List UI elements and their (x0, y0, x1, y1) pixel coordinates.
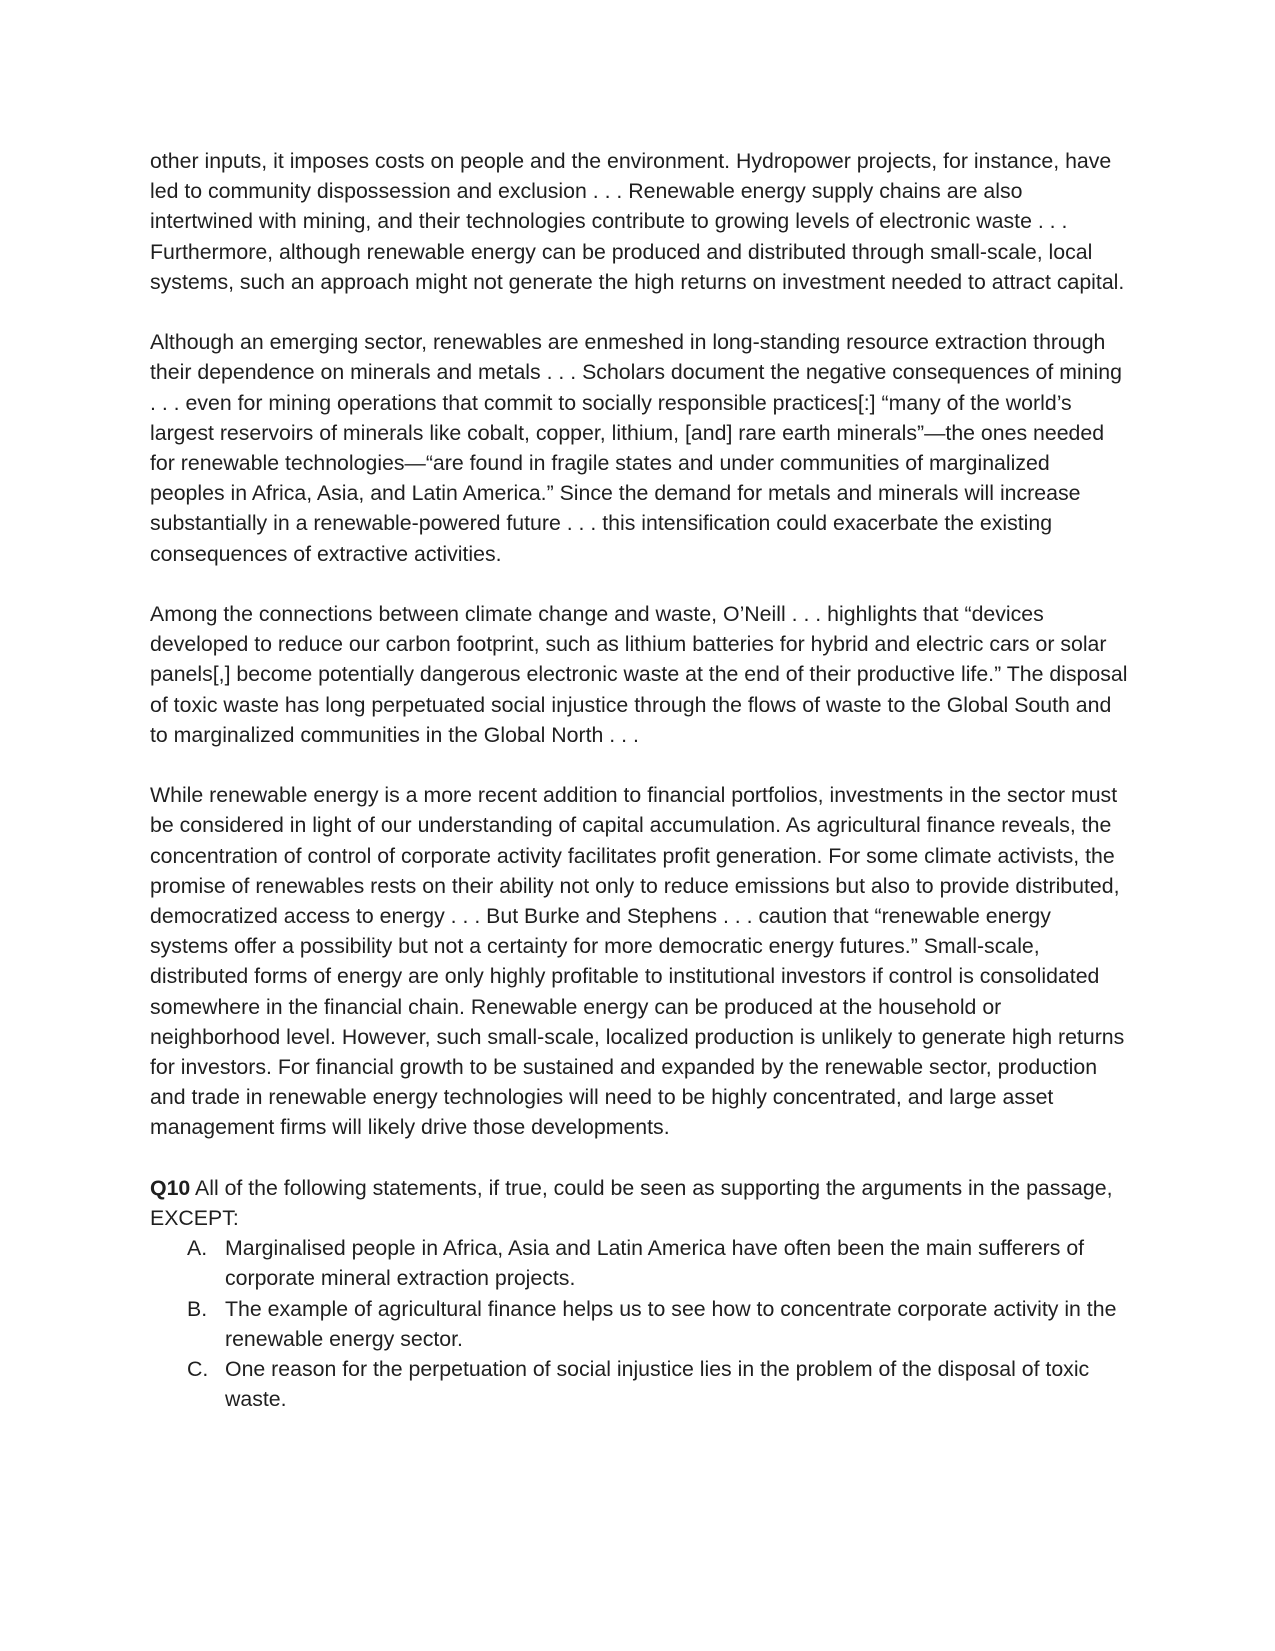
answer-option-b (150, 1294, 1130, 1354)
option-text: One reason for the perpetuation of social injustice lies in the problem of the disposal of toxic waste. (225, 1357, 1090, 1412)
passage-paragraph-2: Although an emerging sector, renewables are enmeshed in long-standing resource extraction through their dependence on minerals and metals . . . Scholars document the negative consequences of mining . . . even for mining operations that commit to socially responsible practices[:] “many of the world’s largest reservoirs of minerals like cobalt, copper, lithium, [and] rare earth minerals”—the ones needed for renewable technologies—“are found in fragile states and under communities of marginalized peoples in Africa, Asia, and Latin America.” Since the demand for metals and minerals will increase substantially in a renewable-powered future . . . this intensification could exacerbate the existing consequences of extractive activities. (150, 330, 1122, 566)
question-stem-line (150, 1173, 1130, 1233)
option-letter: B. (187, 1296, 208, 1321)
option-text: Marginalised people in Africa, Asia and Latin America have often been the main sufferers of corporate mineral extraction projects. (225, 1236, 1085, 1291)
answer-options (150, 1233, 1130, 1414)
answer-option-c (150, 1354, 1130, 1414)
passage-paragraph-1: other inputs, it imposes costs on people and the environment. Hydropower projects, for instance, have led to community dispossession and exclusion . . . Renewable energy supply chains are also intertwined with mining, and their technologies contribute to growing levels of electronic waste . . . Furthermore, although renewable energy can be produced and distributed through small-scale, local systems, such an approach might not generate the high returns on investment needed to attract capital. (150, 149, 1125, 294)
passage-paragraph-4: While renewable energy is a more recent addition to financial portfolios, investments in the sector must be considered in light of our understanding of capital accumulation. As agricultural finance reveals, the concentration of control of corporate activity facilitates profit generation. For some climate activists, the promise of renewables rests on their ability not only to reduce emissions but also to provide distributed, democratized access to energy . . . But Burke and Stephens . . . caution that “renewable energy systems offer a possibility but not a certainty for more democratic energy futures.” Small-scale, distributed forms of energy are only highly profitable to institutional investors if control is consolidated somewhere in the financial chain. Renewable energy can be produced at the household or neighborhood level. However, such small-scale, localized production is unlikely to generate high returns for investors. For financial growth to be sustained and expanded by the renewable sector, production and trade in renewable energy technologies will need to be highly concentrated, and large asset management firms will likely drive those developments. (150, 783, 1125, 1140)
passage-paragraph-3: Among the connections between climate change and waste, O’Neill . . . highlights that “devices developed to reduce our carbon footprint, such as lithium batteries for hybrid and electric cars or solar panels[,] become potentially dangerous electronic waste at the end of their productive life.” The disposal of toxic waste has long perpetuated social injustice through the flows of waste to the Global South and to marginalized communities in the Global North . . . (150, 602, 1128, 747)
question-number: Q10 (150, 1175, 191, 1200)
document-page (150, 146, 1130, 1414)
question-stem: All of the following statements, if true, could be seen as supporting the arguments in the passage, EXCEPT: (150, 1175, 1113, 1231)
option-letter: A. (187, 1236, 208, 1261)
question-block (150, 1173, 1130, 1415)
option-letter: C. (187, 1357, 209, 1382)
option-text: The example of agricultural finance helps us to see how to concentrate corporate activity in the renewable energy sector. (225, 1296, 1117, 1351)
answer-option-a (150, 1233, 1130, 1293)
